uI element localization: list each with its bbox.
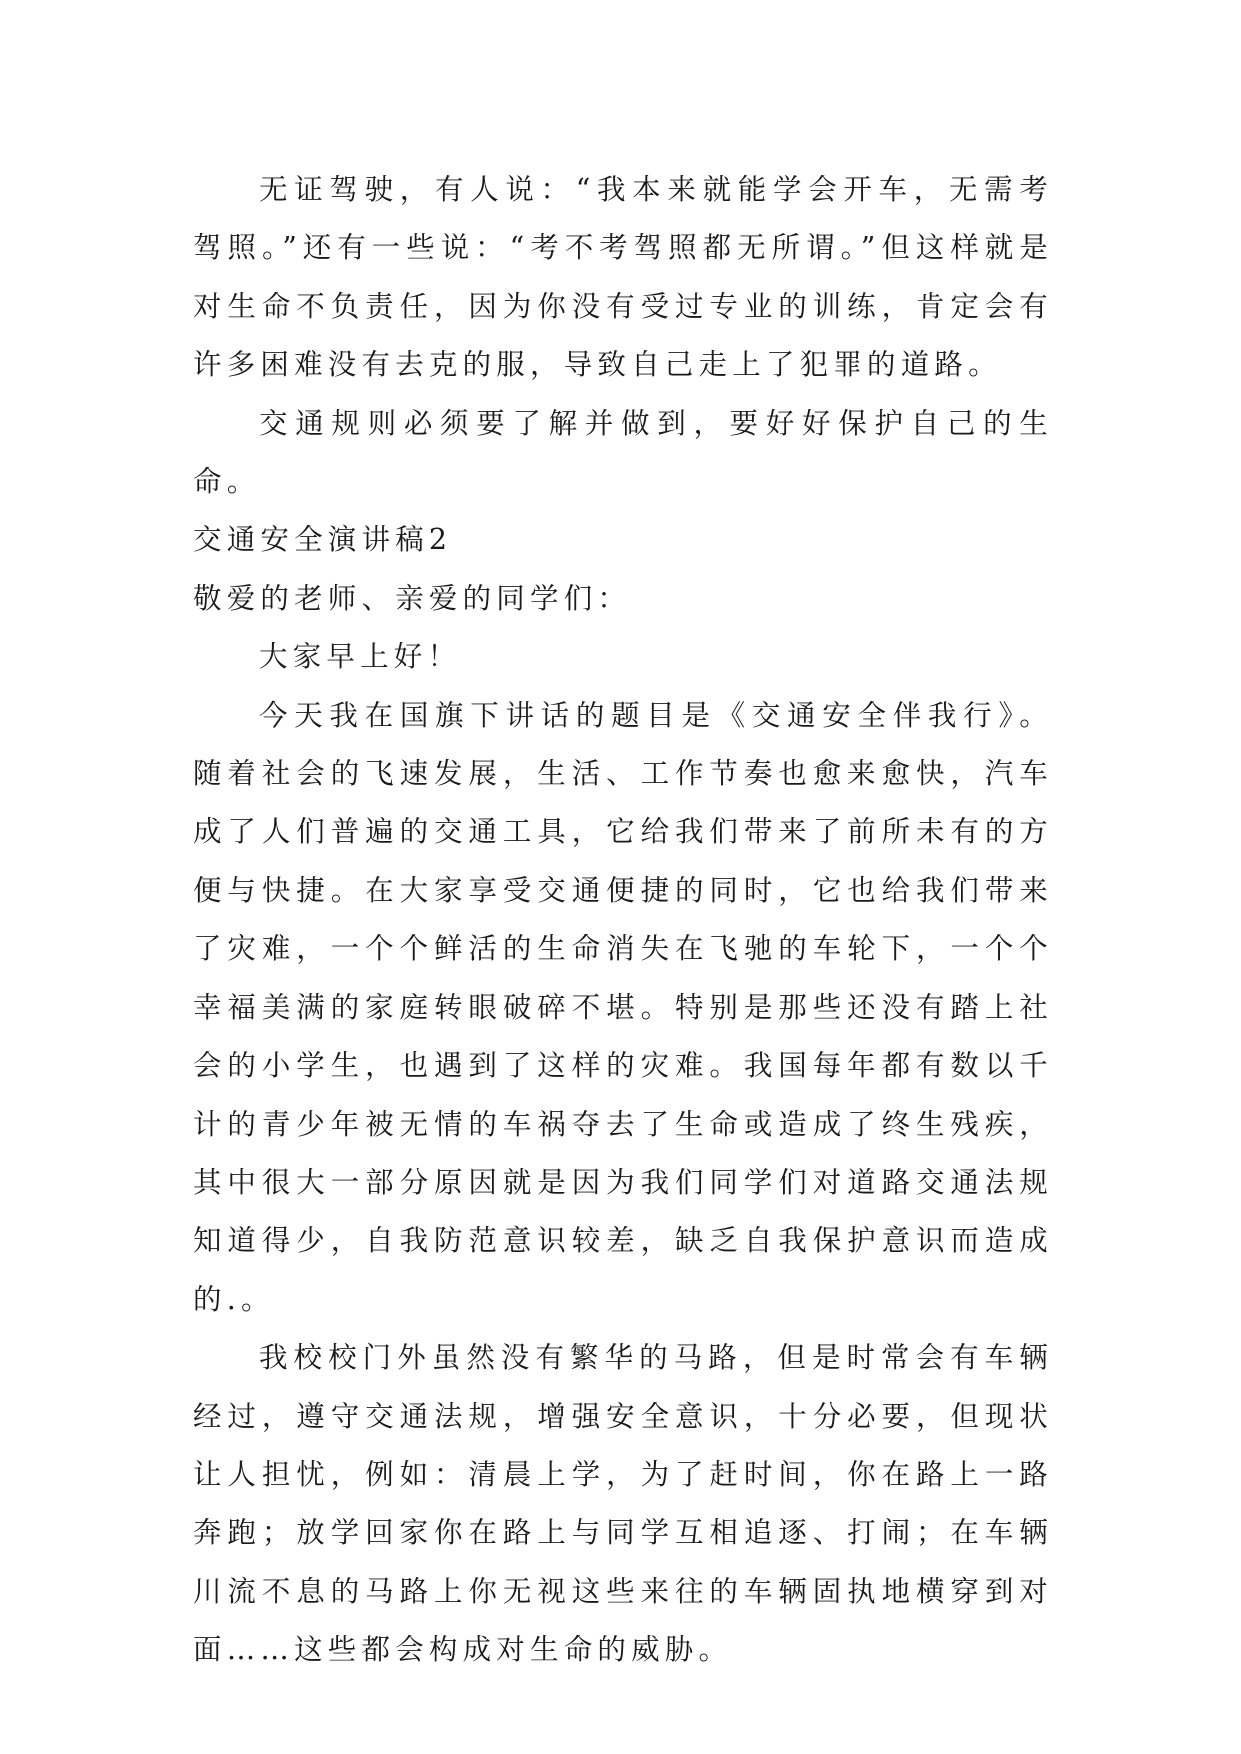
greeting: 大家早上好！ [259,640,462,674]
paragraph-unlicensed-driving: 无证驾驶，有人说：“我本来就能学会开车，无需考驾照。”还有一些说：“考不考驾照都无所谓。”但这样就是对生命不负责任，因为你没有受过专业的训练，肯定会有许多困难没有去克的服，导致自己走上了犯罪的道路。 [193,173,1053,382]
speech-title: 交通安全演讲稿2 [193,523,453,557]
paragraph-school-gate: 我校校门外虽然没有繁华的马路，但是时常会有车辆经过，遵守交通法规，增强安全意识，十分必要，但现状让人担忧，例如：清晨上学，为了赶时间，你在路上一路奔跑；放学回家你在路上与同学互相追逐、打闹；在车辆川流不息的马路上你无视这些来往的车辆固执地横穿到对面……这些都会构成对生命的威胁。 [193,1341,1053,1667]
paragraph-speech-topic: 今天我在国旗下讲话的题目是《交通安全伴我行》。随着社会的飞速发展，生活、工作节奏也愈来愈快，汽车成了人们普遍的交通工具，它给我们带来了前所未有的方便与快捷。在大家享受交通便捷的同时，它也给我们带来了灾难，一个个鲜活的生命消失在飞驰的车轮下，一个个幸福美满的家庭转眼破碎不堪。特别是那些还没有踏上社会的小学生，也遇到了这样的灾难。我国每年都有数以千计的青少年被无情的车祸夺去了生命或造成了终生残疾，其中很大一部分原因就是因为我们同学们对道路交通法规知道得少，自我防范意识较差，缺乏自我保护意识而造成的.。 [193,698,1053,1316]
paragraph-traffic-rules: 交通规则必须要了解并做到，要好好保护自己的生命。 [193,406,1053,499]
salutation: 敬爱的老师、亲爱的同学们： [193,581,632,615]
document-body [193,161,1053,1680]
